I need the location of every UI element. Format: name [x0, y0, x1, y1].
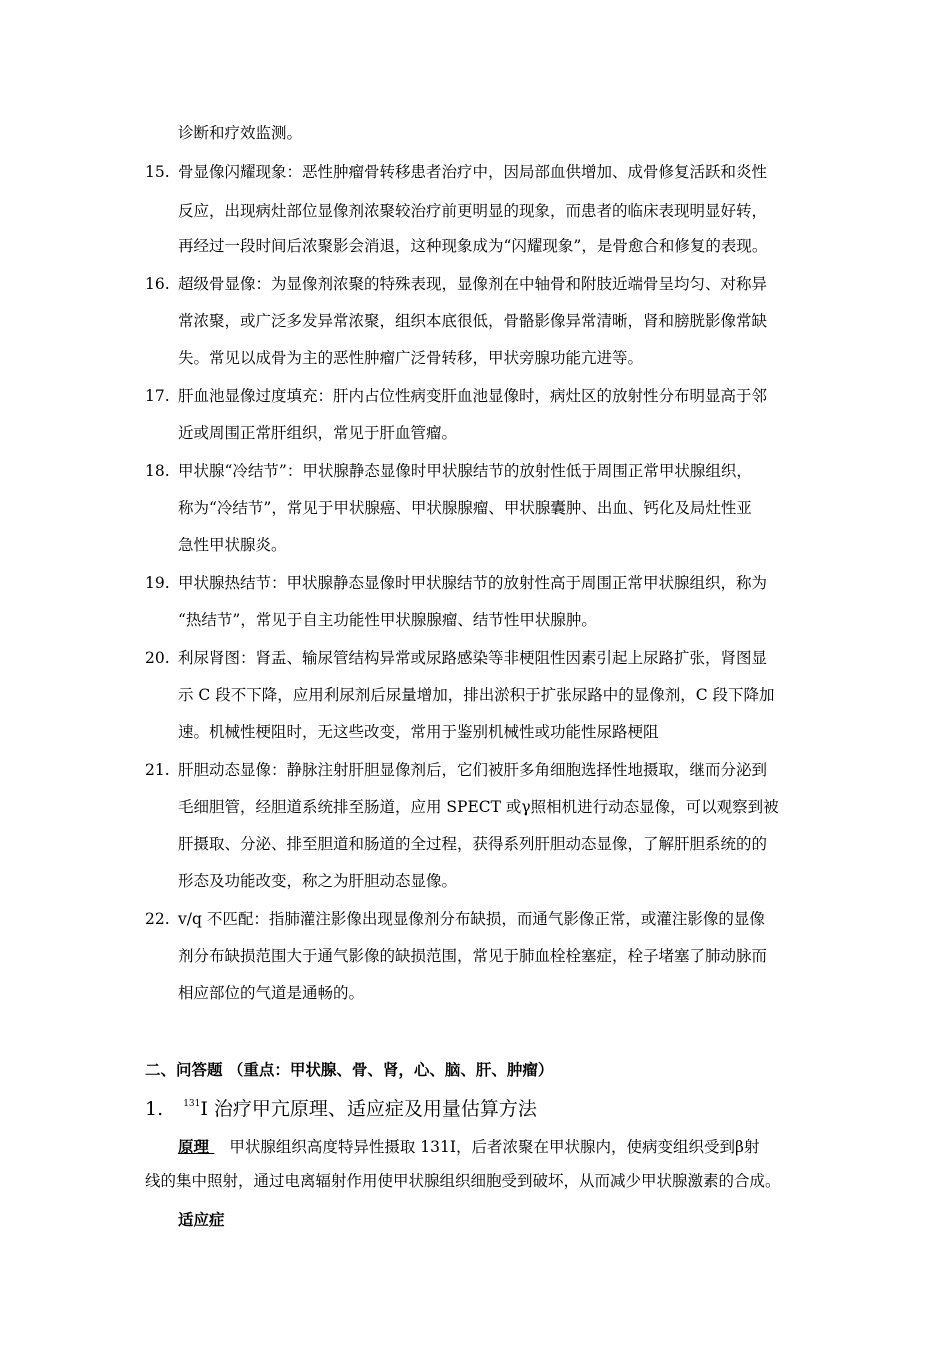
principle-text-line2: 线的集中照射，通过电离辐射作用使甲状腺组织细胞受到破坏，从而减少甲状腺激素的合成。 — [145, 1172, 781, 1190]
indications-label: 适应症 — [178, 1211, 225, 1229]
item-line: 速。机械性梗阻时，无这些改变，常用于鉴别机械性或功能性尿路梗阻 — [178, 723, 659, 741]
principle-text-line1: 甲状腺组织高度特异性摄取 131I，后者浓聚在甲状腺内，使病变组织受到β射 — [229, 1138, 760, 1156]
item-line: 示 C 段不下降，应用利尿剂后尿量增加，排出淤积于扩张尿路中的显像剂，C 段下降加 — [178, 686, 775, 704]
item-line: 再经过一段时间后浓聚影会消退，这种现象成为“闪耀现象”，是骨愈合和修复的表现。 — [178, 237, 768, 255]
item-number: 19. — [145, 574, 170, 592]
isotope-superscript: 131 — [183, 1099, 201, 1109]
item-number: 17. — [145, 387, 170, 405]
item-line: 利尿肾图：肾盂、输尿管结构异常或尿路感染等非梗阻性因素引起上尿路扩张，肾图显 — [178, 649, 768, 667]
item-line: 急性甲状腺炎。 — [178, 536, 287, 554]
item-line: 骨显像闪耀现象：恶性肿瘤骨转移患者治疗中，因局部血供增加、成骨修复活跃和炎性 — [178, 163, 768, 181]
item-line: 常浓聚，或广泛多发异常浓聚，组织本底很低，骨骼影像异常清晰，肾和膀胱影像常缺 — [178, 312, 768, 330]
item-number: 16. — [145, 275, 170, 293]
question-title — [145, 1094, 537, 1121]
question-text: I 治疗甲亢原理、适应症及用量估算方法 — [200, 1098, 537, 1120]
item-line: 失。常见以成骨为主的恶性肿瘤广泛骨转移，甲状旁腺功能亢进等。 — [178, 349, 644, 367]
item-line: 诊断和疗效监测。 — [178, 124, 303, 142]
item-line: 肝血池显像过度填充：肝内占位性病变肝血池显像时，病灶区的放射性分布明显高于邻 — [178, 387, 768, 405]
item-number: 20. — [145, 649, 170, 667]
item-line: 毛细胆管，经胆道系统排至肠道，应用 SPECT 或γ照相机进行动态显像，可以观察到被 — [178, 798, 779, 816]
principle-paragraph-line1 — [178, 1135, 759, 1157]
item-line: 超级骨显像：为显像剂浓聚的特殊表现，显像剂在中轴骨和附肢近端骨呈均匀、对称异 — [178, 275, 768, 293]
item-number: 21. — [145, 761, 170, 779]
item-line: 反应，出现病灶部位显像剂浓聚较治疗前更明显的现象，而患者的临床表现明显好转， — [178, 202, 768, 220]
principle-label: 原理 — [178, 1138, 215, 1156]
item-line: 相应部位的气道是通畅的。 — [178, 984, 365, 1002]
item-line: 剂分布缺损范围大于通气影像的缺损范围，常见于肺血栓栓塞症，栓子堵塞了肺动脉而 — [178, 947, 768, 965]
section-title: 二、问答题 （重点：甲状腺、骨、肾，心、脑、肝、肿瘤） — [145, 1061, 554, 1079]
item-line: 近或周围正常肝组织，常见于肝血管瘤。 — [178, 424, 458, 442]
item-line: 甲状腺“冷结节”：甲状腺静态显像时甲状腺结节的放射性低于周围正常甲状腺组织， — [178, 462, 752, 480]
question-number: 1. — [145, 1098, 164, 1120]
item-line: 形态及功能改变，称之为肝胆动态显像。 — [178, 872, 458, 890]
item-line: v/q 不匹配：指肺灌注影像出现显像剂分布缺损，而通气影像正常，或灌注影像的显像 — [178, 910, 765, 928]
item-number: 18. — [145, 462, 170, 480]
item-line: 甲状腺热结节：甲状腺静态显像时甲状腺结节的放射性高于周围正常甲状腺组织，称为 — [178, 574, 768, 592]
item-line: 肝摄取、分泌、排至胆道和肠道的全过程，获得系列肝胆动态显像，了解肝胆系统的的 — [178, 835, 768, 853]
item-line: 肝胆动态显像：静脉注射肝胆显像剂后，它们被肝多角细胞选择性地摄取，继而分泌到 — [178, 761, 768, 779]
item-line: “热结节”，常见于自主功能性甲状腺腺瘤、结节性甲状腺肿。 — [178, 611, 597, 629]
item-number: 15. — [145, 163, 170, 181]
item-number: 22. — [145, 910, 170, 928]
item-line: 称为“冷结节”，常见于甲状腺癌、甲状腺腺瘤、甲状腺囊肿、出血、钙化及局灶性亚 — [178, 499, 752, 517]
